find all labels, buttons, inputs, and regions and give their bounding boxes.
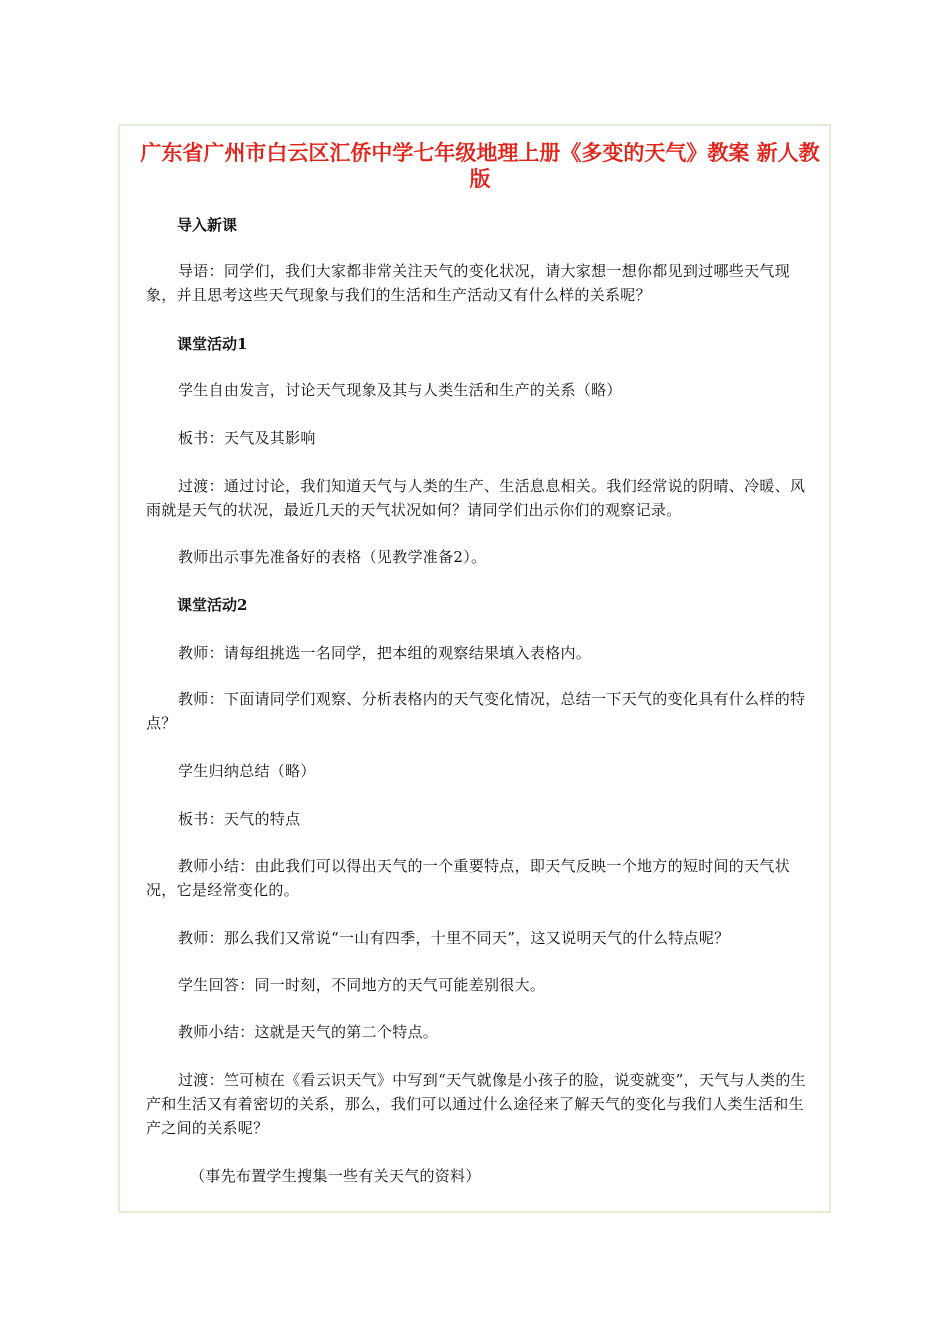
document-title: 广东省广州市白云区汇侨中学七年级地理上册《多变的天气》教案 新人教版 [140, 140, 820, 191]
paragraph-teacher-group: 教师：请每组挑选一名同学，把本组的观察结果填入表格内。 [178, 644, 592, 662]
paragraph-teacher-table: 教师出示事先准备好的表格（见教学准备2）。 [178, 548, 487, 566]
section-heading-activity-1: 课堂活动1 [177, 335, 248, 353]
paragraph-transition-1: 过渡：通过讨论，我们知道天气与人类的生产、生活息息相关。我们经常说的阴晴、冷暖、风雨就是天气的状况，最近几天的天气状况如何？请同学们出示你们的观察记录。 [146, 477, 806, 519]
paragraph-teacher-conclusion-1: 教师小结：由此我们可以得出天气的一个重要特点，即天气反映一个地方的短时间的天气状况，它是经常变化的。 [146, 857, 791, 899]
section-heading-activity-2: 课堂活动2 [177, 596, 248, 614]
paragraph-student-summary: 学生归纳总结（略） [178, 762, 316, 780]
paragraph-teacher-conclusion-2: 教师小结：这就是天气的第二个特点。 [178, 1023, 439, 1041]
paragraph-board-note-1: 板书：天气及其影响 [178, 429, 316, 447]
paragraph-teacher-question: 教师：那么我们又常说“一山有四季，十里不同天”，这又说明天气的什么特点呢？ [178, 929, 730, 947]
paragraph-board-note-2: 板书：天气的特点 [178, 810, 301, 828]
paragraph-assignment-note: （事先布置学生搜集一些有关天气的资料） [190, 1167, 481, 1185]
paragraph-intro-speech: 导语：同学们，我们大家都非常关注天气的变化状况，请大家想一想你都见到过哪些天气现象，并且思考这些天气现象与我们的生活和生产活动又有什么样的关系呢？ [146, 262, 791, 304]
paragraph-transition-2: 过渡：竺可桢在《看云识天气》中写到“天气就像是小孩子的脸，说变就变”，天气与人类的生产和生活又有着密切的关系，那么，我们可以通过什么途径来了解天气的变化与我们人类生活和生产之间的关系呢？ [146, 1071, 806, 1137]
paragraph-teacher-analyze: 教师：下面请同学们观察、分析表格内的天气变化情况，总结一下天气的变化具有什么样的特点？ [146, 690, 806, 732]
paragraph-student-answer: 学生回答：同一时刻，不同地方的天气可能差别很大。 [178, 976, 546, 994]
section-heading-intro: 导入新课 [177, 216, 238, 234]
paragraph-student-discussion: 学生自由发言，讨论天气现象及其与人类生活和生产的关系（略） [178, 381, 622, 399]
